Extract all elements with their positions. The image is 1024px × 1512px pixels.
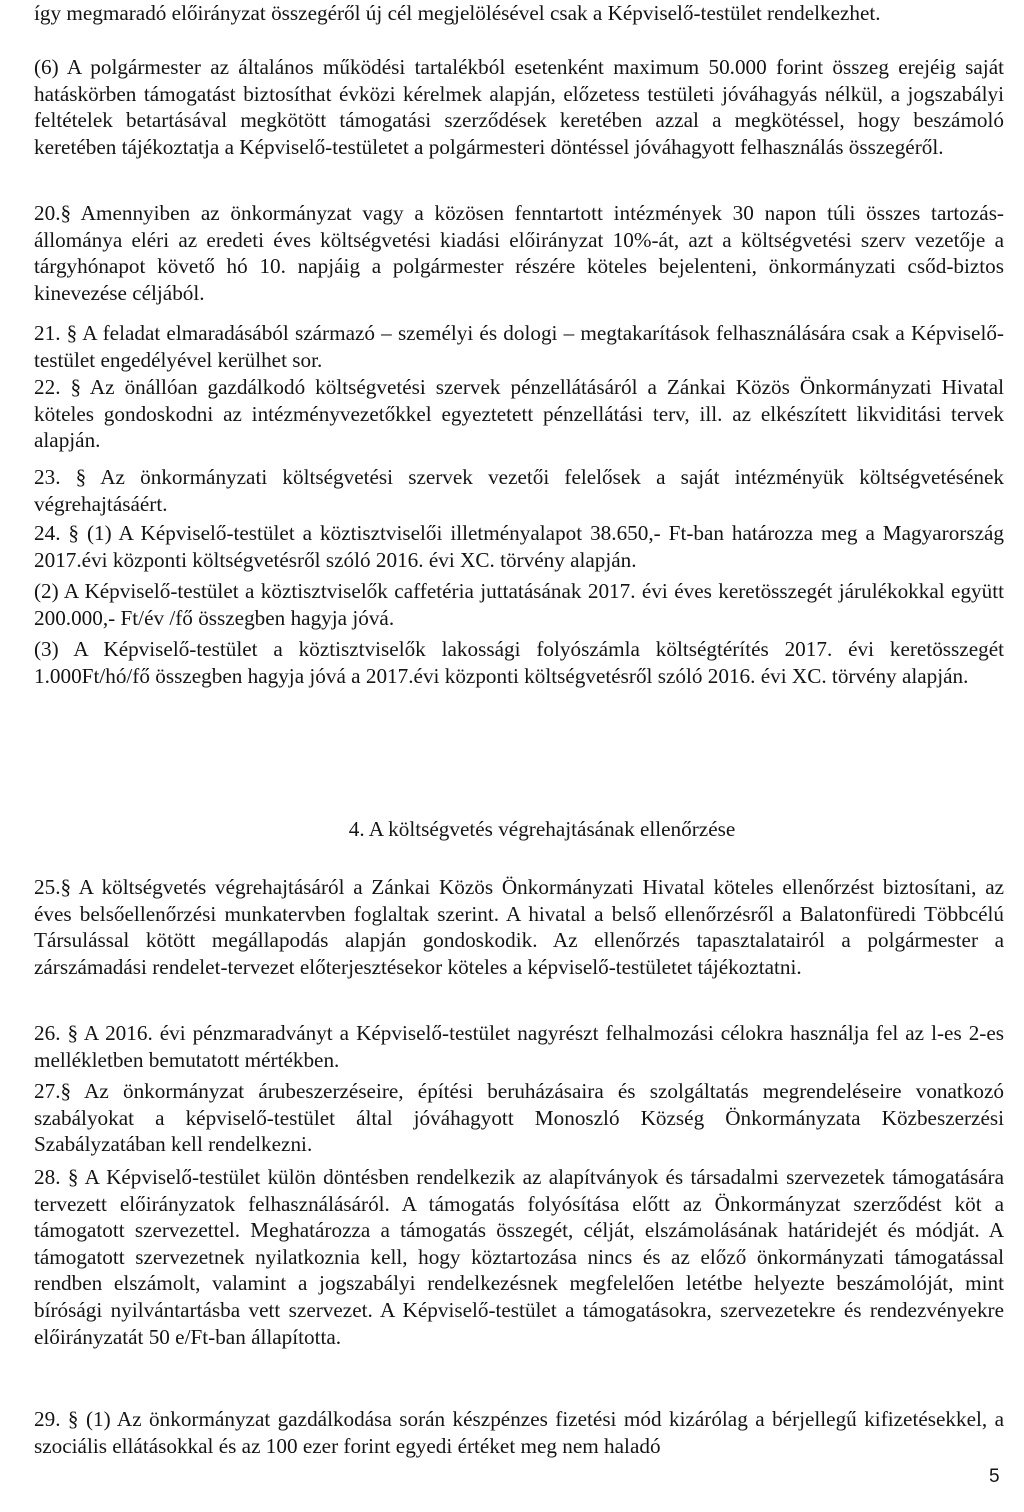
paragraph-29-1: 29. § (1) Az önkormányzat gazdálkodása során készpénzes fizetési mód kizárólag a bérjellegű kifizetésekkel, a szociális ellátásokkal és az 100 ezer forint egyedi értéket meg nem haladó bbox=[34, 1407, 1004, 1458]
paragraph-19-6: (6) A polgármester az általános működési tartalékból esetenként maximum 50.000 forint összeg erejéig saját hatáskörben támogatást biztosíthat évközi kérelmek alapján, előzetess testületi jóváhagyás nélkül, a jogszabályi feltételek betartásával megkötött támogatási szerződések keretében azzal a megkötéssel, hogy beszámoló keretében tájékoztatja a Képviselő-testületet a polgármesteri döntéssel jóváhagyott felhasználás összegéről. bbox=[34, 55, 1004, 159]
paragraph-continuation: így megmaradó előirányzat összegéről új cél megjelölésével csak a Képviselő-testület rendelkezhet. bbox=[34, 1, 881, 25]
paragraph-21: 21. § A feladat elmaradásából származó – személyi és dologi – megtakarítások felhasználására csak a Képviselő-testület engedélyével kerülhet sor. bbox=[34, 321, 1004, 372]
section-heading: 4. A költségvetés végrehajtásának ellenőrzése bbox=[348, 817, 736, 841]
paragraph-27: 27.§ Az önkormányzat árubeszerzéseire, építési beruházásaira és szolgáltatás megrendeléseire vonatkozó szabályokat a képviselő-testület által jóváhagyott Monoszló Község Önkormányzata Közbeszerzési Szabályzatában kell rendelkezni. bbox=[34, 1079, 1004, 1157]
paragraph-26: 26. § A 2016. évi pénzmaradványt a Képviselő-testület nagyrészt felhalmozási célokra használja fel az l-es 2-es mellékletben bemutatott mértékben. bbox=[34, 1021, 1004, 1072]
paragraph-25: 25.§ A költségvetés végrehajtásáról a Zánkai Közös Önkormányzati Hivatal köteles ellenőrzést biztosítani, az éves belsőellenőrzési munkatervben foglaltak szerint. A hivatal a belső ellenőrzésről a Balatonfüredi Többcélú Társulással kötött megállapodás alapján gondoskodik. Az ellenőrzés tapasztalatairól a polgármester a zárszámadási rendelet-tervezet előterjesztésekor köteles a képviselő-testületet tájékoztatni. bbox=[34, 875, 1004, 979]
paragraph-23: 23. § Az önkormányzati költségvetési szervek vezetői felelősek a saját intézményük költségvetésének végrehajtásáért. bbox=[34, 465, 1004, 516]
paragraph-28: 28. § A Képviselő-testület külön döntésben rendelkezik az alapítványok és társadalmi szervezetek támogatására tervezett előirányzatok felhasználásáról. A támogatás folyósítása előtt az Önkormányzat szerződést köt a támogatott szervezettel. Meghatározza a támogatás összegét, célját, elszámolásának határidejét és módját. A támogatott szervezetnek nyilatkoznia kell, hogy köztartozása nincs és az előző önkormányzati támogatással rendben elszámolt, valamint a jogszabályi rendelkezésnek megfelelően letétbe helyezte beszámolóját, mint bírósági nyilvántartásba vett szervezet. A Képviselő-testület a támogatásokra, szervezetekre és rendezvényekre előirányzatát 50 e/Ft-ban állapította. bbox=[34, 1165, 1004, 1349]
paragraph-24-1: 24. § (1) A Képviselő-testület a köztisztviselői illetményalapot 38.650,- Ft-ban határozza meg a Magyarország 2017.évi központi költségvetésről szóló 2016. évi XC. törvény alapján. bbox=[34, 521, 1004, 572]
paragraph-20: 20.§ Amennyiben az önkormányzat vagy a közösen fenntartott intézmények 30 napon túli összes tartozás-állománya eléri az eredeti éves költségvetési kiadási előirányzat 10%-át, azt a költségvetési szerv vezetője a tárgyhónapot követő hó 10. napjáig a polgármester részére köteles bejelenteni, önkormányzati csőd-biztos kinevezése céljából. bbox=[34, 201, 1004, 305]
page-number: 5 bbox=[989, 1466, 1000, 1487]
paragraph-22: 22. § Az önállóan gazdálkodó költségvetési szervek pénzellátásáról a Zánkai Közös Önkormányzati Hivatal köteles gondoskodni az intézményvezetőkkel egyeztetett pénzellátási terv, ill. az elkészített likviditási tervek alapján. bbox=[34, 375, 1004, 453]
paragraph-24-3: (3) A Képviselő-testület a köztisztviselők lakossági folyószámla költségtérítés 2017. évi keretösszegét 1.000Ft/hó/fő összegben hagyja jóvá a 2017.évi központi költségvetésről szóló 2016. évi XC. törvény alapján. bbox=[34, 637, 1004, 688]
paragraph-24-2: (2) A Képviselő-testület a köztisztviselők caffetéria juttatásának 2017. évi éves keretösszegét járulékokkal együtt 200.000,- Ft/év /fő összegben hagyja jóvá. bbox=[34, 579, 1004, 630]
